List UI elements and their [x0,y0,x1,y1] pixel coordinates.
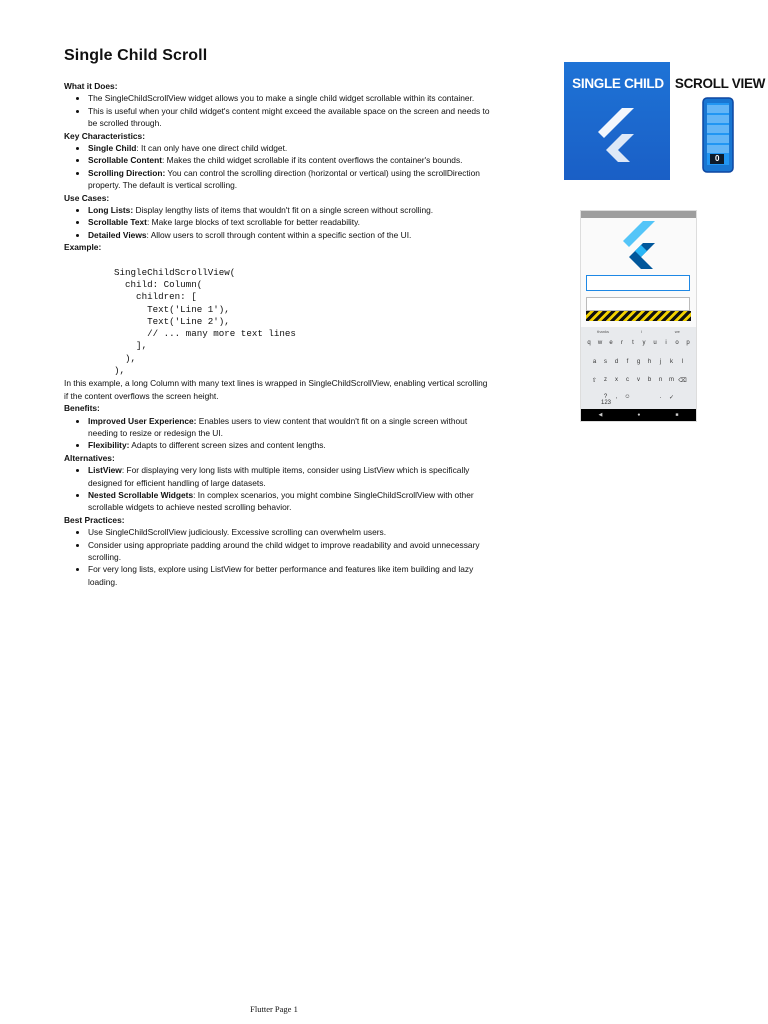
bullet-text: : In complex scenarios, you might combine SingleChildScrollView with other scrollable widgets to achieve nested scrolling behavior. [88,490,474,513]
bullet-text: : It can only have one direct child widget. [136,143,288,154]
bullet-item [88,92,490,104]
bullet-term: Flexibility: [88,440,130,451]
flutter-logo-icon [619,221,659,269]
page-footer: Flutter Page 1 [250,1004,298,1014]
keyboard-key[interactable]: b [647,377,652,383]
banner-left-text: SINGLE CHILD [572,76,664,91]
keyboard-key[interactable]: f [626,359,629,365]
keyboard-key[interactable]: ⇧ [591,378,598,384]
keyboard-key[interactable]: l [681,359,684,365]
section-heading: Alternatives: [64,452,115,463]
bullet-text: Enables users to view content that wouldn't fit on a single screen without needing to resize or redesign the UI. [88,415,468,438]
keyboard-key[interactable]: o [675,340,679,346]
bullet-item [88,229,490,241]
bullet-text: You can control the scrolling direction (horizontal or vertical) using the scrollDirection property. The default is vertical scrolling. [88,167,480,191]
keyboard-key[interactable]: g [636,359,641,365]
keyboard-key[interactable]: a [592,359,597,365]
single-child-scroll-view-banner [564,62,766,180]
keyboard-row-3 [581,377,696,384]
keyboard-key[interactable]: z [604,377,607,383]
keyboard-key[interactable] [645,394,654,406]
keyboard-key[interactable]: , [615,394,618,400]
bullet-item [88,526,490,538]
keyboard-key[interactable]: n [658,377,663,383]
banner-right-text: SCROLL VIEW [674,76,766,91]
bullet-text: For very long lists, explore using ListView for better performance and features like item building and lazy loading. [88,564,474,587]
keyboard-key[interactable]: t [632,340,634,346]
phone-scroll-icon [698,96,738,176]
example-explanation: In this example, a long Column with many text lines is wrapped in SingleChildScrollView, enabling vertical scrolling if the content overflows the screen height. [64,378,488,401]
phone-counter-text: 0 [715,154,720,163]
banner-blue-panel [564,62,670,180]
flutter-logo-icon [588,104,648,164]
bullet-term: Scrollable Content [88,155,162,166]
recents-icon[interactable]: ■ [675,412,679,418]
keyboard-key[interactable]: u [653,340,657,346]
bullet-item [88,464,490,489]
keyboard-key[interactable]: h [647,359,652,365]
bullet-text: Adapts to different screen sizes and content lengths. [129,440,326,451]
section-heading: Benefits: [64,403,100,414]
sections-group-2 [64,402,490,588]
keyboard-key[interactable]: j [659,359,662,365]
keyboard-key[interactable]: s [604,359,607,365]
bullet-term: Scrolling Direction: [88,167,166,178]
phone-status-bar [581,211,696,218]
keyboard-key[interactable]: ?123 [601,394,612,406]
bullet-text: Consider using appropriate padding around the child widget to improve readability and avoid unnecessary scrolling. [88,539,480,563]
bullet-item [88,415,490,440]
example-heading: Example: [64,242,102,253]
section-heading: Use Cases: [64,192,110,203]
keyboard-key[interactable]: y [642,340,646,346]
keyboard-key[interactable]: . [659,394,662,400]
sections-group-1 [64,80,490,241]
bullet-list [64,142,490,192]
keyboard-suggestion[interactable]: I [641,329,643,334]
section-heading: Best Practices: [64,514,125,525]
bullet-text: : Allow users to scroll through content within a specific section of the UI. [146,229,412,240]
section-heading: What it Does: [64,81,118,91]
keyboard-suggestion[interactable]: we [674,329,680,334]
page-title: Single Child Scroll [64,47,208,64]
home-icon[interactable]: ● [637,412,641,418]
keyboard-key[interactable]: ✓ [668,395,675,401]
keyboard-suggestion[interactable]: thanks [597,329,609,334]
keyboard-row-2 [581,359,696,365]
bullet-text: Use SingleChildScrollView judiciously. Excessive scrolling can overwhelm users. [88,527,387,538]
keyboard-key[interactable]: ☺ [624,394,631,400]
bullet-text: The SingleChildScrollView widget allows you to make a single child widget scrollable within its container. [88,93,475,104]
keyboard-key[interactable]: ⌫ [678,378,687,384]
keyboard-key[interactable]: k [670,359,673,365]
keyboard-key[interactable]: q [587,340,591,346]
keyboard-key[interactable]: p [686,340,690,346]
bullet-text: Display lengthy lists of items that wouldn't fit on a single screen without scrolling. [133,205,434,216]
keyboard-key[interactable]: m [669,377,674,383]
keyboard-key[interactable]: c [626,377,629,383]
overflow-warning-stripes [586,311,691,321]
phone-nav-bar [581,409,696,421]
bullet-term: Nested Scrollable Widgets [88,490,194,501]
keyboard-suggestions [581,327,696,336]
keyboard-key[interactable]: r [621,340,623,346]
bullet-text: This is useful when your child widget's content might exceed the available space on the screen and needs to be scrolled through. [88,105,490,129]
keyboard-key[interactable]: e [609,340,613,346]
bullet-term: Improved User Experience: [88,415,197,426]
bullet-item [88,154,490,166]
keyboard-row-4 [581,394,696,406]
bullet-item [88,167,490,192]
keyboard-key[interactable]: i [665,340,667,346]
bullet-list [64,204,490,241]
bullet-term: Long Lists: [88,205,134,216]
bullet-term: Detailed Views [88,229,147,240]
section-heading: Key Characteristics: [64,130,145,141]
bullet-list [64,464,490,514]
bullet-text: : Makes the child widget scrollable if its content overflows the container's bounds. [162,155,463,166]
soft-keyboard [581,327,696,409]
back-icon[interactable]: ◀ [598,412,603,418]
bullet-item [88,105,490,130]
document-body [64,80,490,588]
bullet-item [88,563,490,588]
keyboard-row-1 [581,340,696,346]
keyboard-key[interactable]: x [615,377,618,383]
text-input[interactable] [586,297,690,311]
bullet-list [64,526,490,588]
bullet-item [88,216,490,228]
bullet-text: : For displaying very long lists with multiple items, consider using ListView which is specifically designed for efficient handling of large datasets. [88,465,470,488]
keyboard-key[interactable]: w [597,340,603,346]
bullet-item [88,142,490,154]
bullet-item [88,539,490,564]
bullet-item [88,439,490,451]
text-input-focused[interactable] [586,275,690,291]
code-example: SingleChildScrollView( child: Column( children: [ Text('Line 1'), Text('Line 2'), // ... many more text lines ], ), ), [114,266,296,377]
bullet-term: Single Child [88,143,137,154]
phone-screenshot [580,210,697,422]
bullet-item [88,489,490,514]
bullet-text: : Make large blocks of text scrollable for better readability. [146,217,361,228]
bullet-term: Scrollable Text [88,217,147,228]
bullet-item [88,204,490,216]
keyboard-key[interactable]: d [614,359,619,365]
keyboard-key[interactable]: v [637,377,640,383]
bullet-list [64,415,490,452]
keyboard-key[interactable] [634,394,643,406]
bullet-term: ListView [88,465,122,476]
bullet-list [64,92,490,129]
